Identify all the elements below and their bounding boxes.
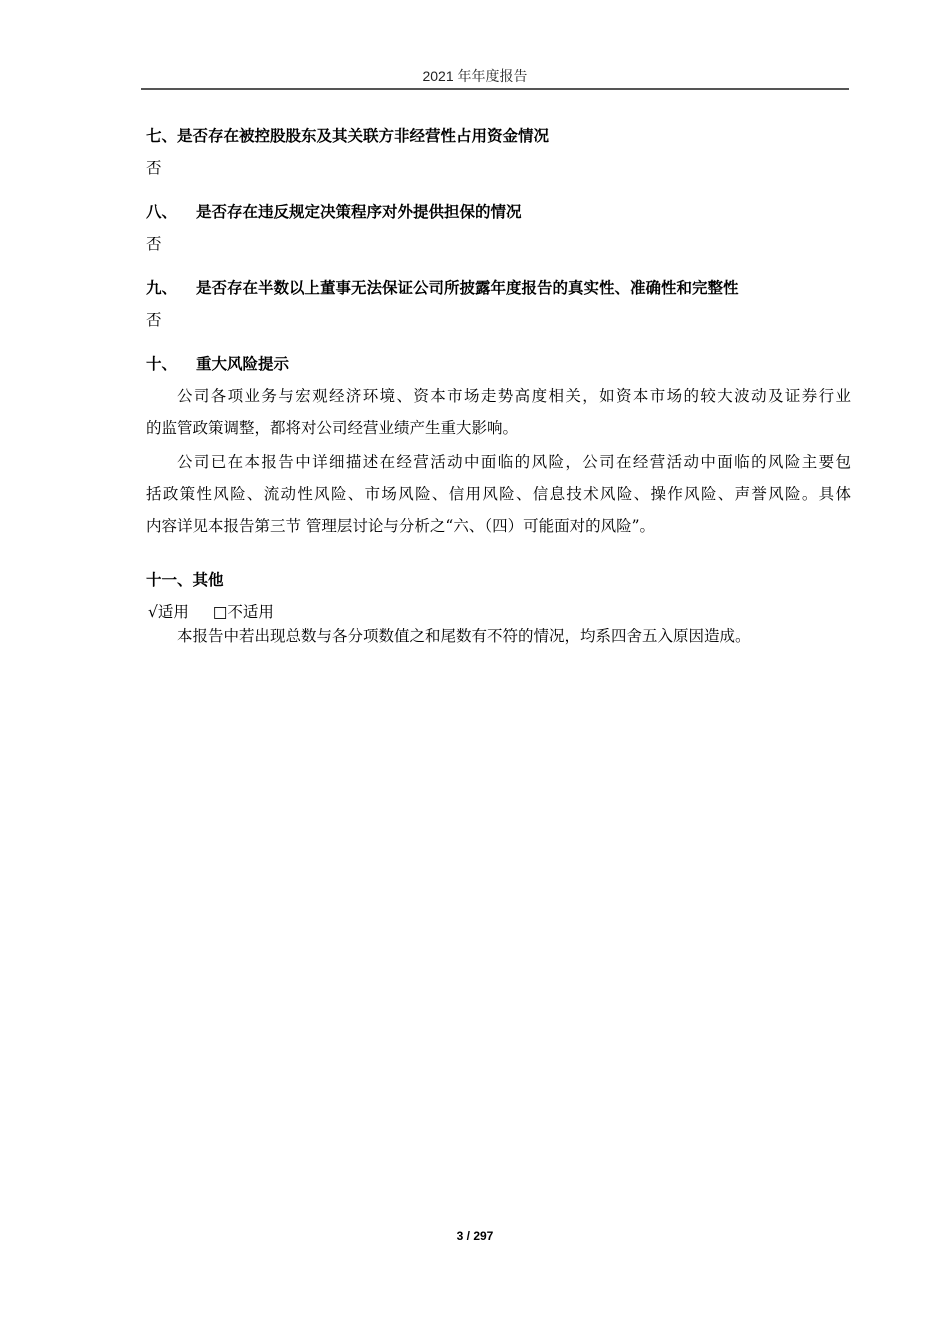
section-11-heading — [146, 568, 224, 590]
section-7-answer: 否 — [146, 159, 162, 177]
section-title: 是否存在半数以上董事无法保证公司所披露年度报告的真实性、准确性和完整性 — [196, 279, 739, 297]
section-9-answer: 否 — [146, 311, 162, 329]
header-rule — [141, 88, 849, 90]
section-8-answer: 否 — [146, 235, 162, 253]
section-8-heading — [146, 200, 522, 222]
risk-paragraph-1-line: 公司各项业务与宏观经济环境、资本市场走势高度相关，如资本市场的较大波动及证券行业 — [177, 387, 851, 405]
applicable-checked: √适用 — [148, 603, 189, 621]
section-10-heading — [146, 352, 289, 374]
applicability-line — [148, 600, 274, 622]
section-number: 八、 — [146, 203, 178, 221]
risk-paragraph-2-line: 括政策性风险、流动性风险、市场风险、信用风险、信息技术风险、操作风险、声誉风险。具体 — [146, 485, 851, 503]
risk-paragraph-2-line: 内容详见本报告第三节 管理层讨论与分析之“六、（四）可能面对的风险”。 — [146, 517, 656, 535]
section-number: 九、 — [146, 279, 178, 297]
section-7-heading — [146, 124, 549, 146]
section-number: 十、 — [146, 355, 178, 373]
not-applicable-unchecked: □不适用 — [212, 603, 274, 621]
section-title: 重大风险提示 — [196, 355, 290, 373]
section-title: 其他 — [192, 571, 224, 589]
section-number: 七、 — [146, 127, 178, 145]
section-title: 是否存在违反规定决策程序对外提供担保的情况 — [196, 203, 522, 221]
section-title: 是否存在被控股股东及其关联方非经营性占用资金情况 — [177, 127, 550, 145]
section-number: 十一、 — [146, 571, 193, 589]
risk-paragraph-2-line: 公司已在本报告中详细描述在经营活动中面临的风险，公司在经营活动中面临的风险主要包 — [177, 453, 851, 471]
page-number: 3 / 297 — [456, 1229, 494, 1243]
page-header: 2021 年年度报告 — [422, 68, 528, 84]
section-9-heading — [146, 276, 739, 298]
risk-paragraph-1-line: 的监管政策调整，都将对公司经营业绩产生重大影响。 — [146, 419, 519, 437]
other-note: 本报告中若出现总数与各分项数值之和尾数有不符的情况，均系四舍五入原因造成。 — [177, 627, 751, 645]
